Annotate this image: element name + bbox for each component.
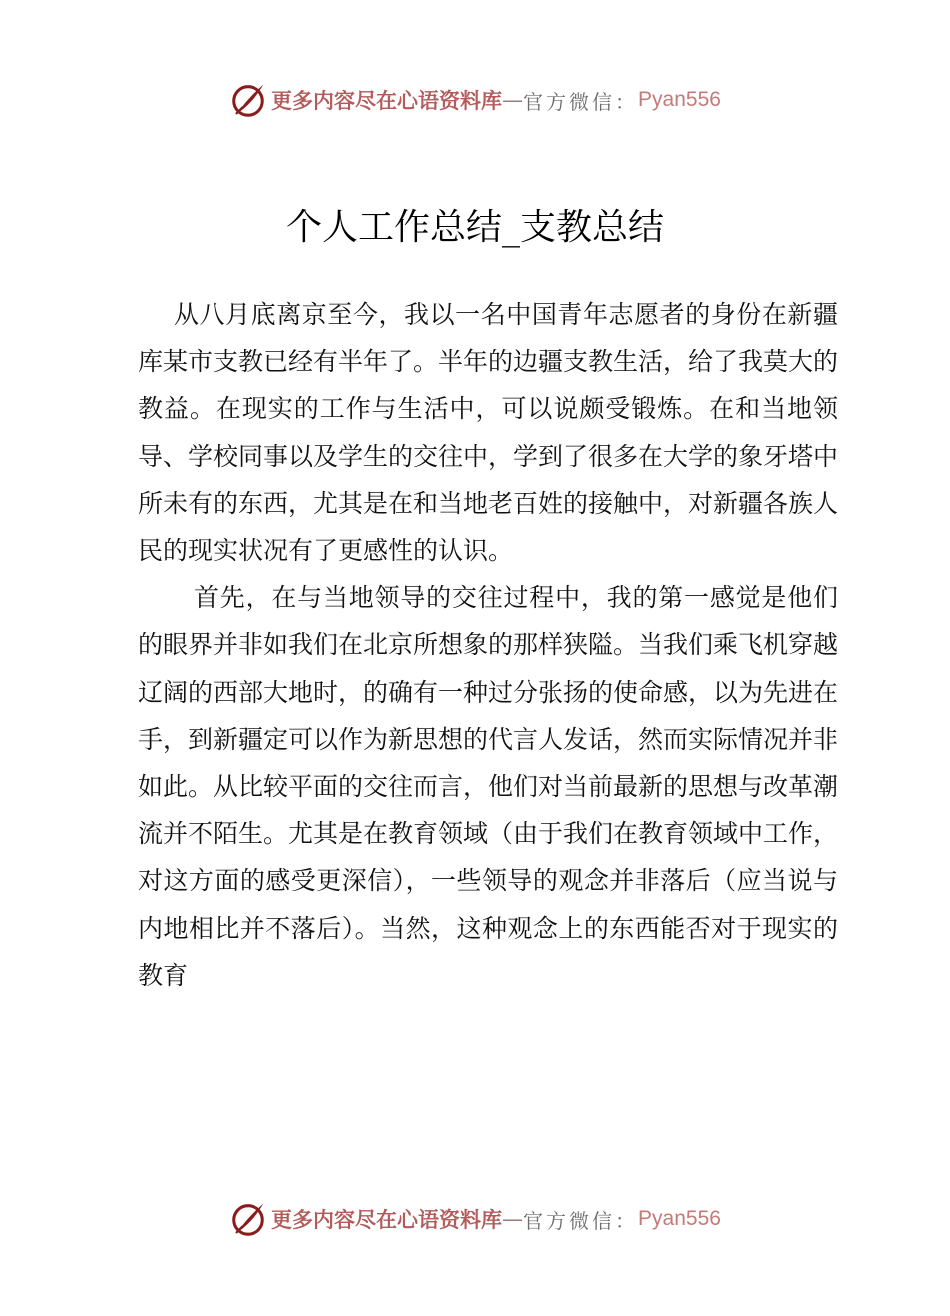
wechat-id: Pyan556 — [638, 1207, 721, 1230]
brand-text: 更多内容尽在心语资料库 — [271, 88, 503, 113]
wechat-label: 官方微信： — [523, 89, 639, 114]
quill-pen-logo-icon — [229, 81, 267, 119]
brand-text: 更多内容尽在心语资料库 — [271, 1207, 503, 1232]
document-body — [138, 291, 838, 999]
paragraph-2: 首先，在与当地领导的交往过程中，我的第一感觉是他们的眼界并非如我们在北京所想象的那样狭隘。当我们乘飞机穿越辽阔的西部大地时，的确有一种过分张扬的使命感，以为先进在手，到新疆定可以作为新思想的代言人发话，然而实际情况并非如此。从比较平面的交往而言，他们对当前最新的思想与改革潮流并不陌生。尤其是在教育领域（由于我们在教育领域中工作，对这方面的感受更深信），一些领导的观念并非落后（应当说与内地相比并不落后）。当然，这种观念上的东西能否对于现实的教育 — [138, 583, 839, 990]
wechat-id: Pyan556 — [638, 88, 721, 111]
footer-banner — [0, 1197, 950, 1241]
banner-separator: — — [502, 88, 524, 112]
document-title: 个人工作总结_支教总结 — [285, 207, 664, 248]
header-banner — [0, 78, 950, 122]
paragraph-1: 从八月底离京至今，我以一名中国青年志愿者的身份在新疆库某市支教已经有半年了。半年的边疆支教生活，给了我莫大的教益。在现实的工作与生活中，可以说颇受锻炼。在和当地领导、学校同事以及学生的交往中，学到了很多在大学的象牙塔中所未有的东西，尤其是在和当地老百姓的接触中，对新疆各族人民的现实状况有了更感性的认识。 — [138, 300, 839, 566]
banner-separator: — — [502, 1207, 524, 1231]
quill-pen-logo-icon — [229, 1200, 267, 1238]
wechat-label: 官方微信： — [523, 1208, 639, 1233]
